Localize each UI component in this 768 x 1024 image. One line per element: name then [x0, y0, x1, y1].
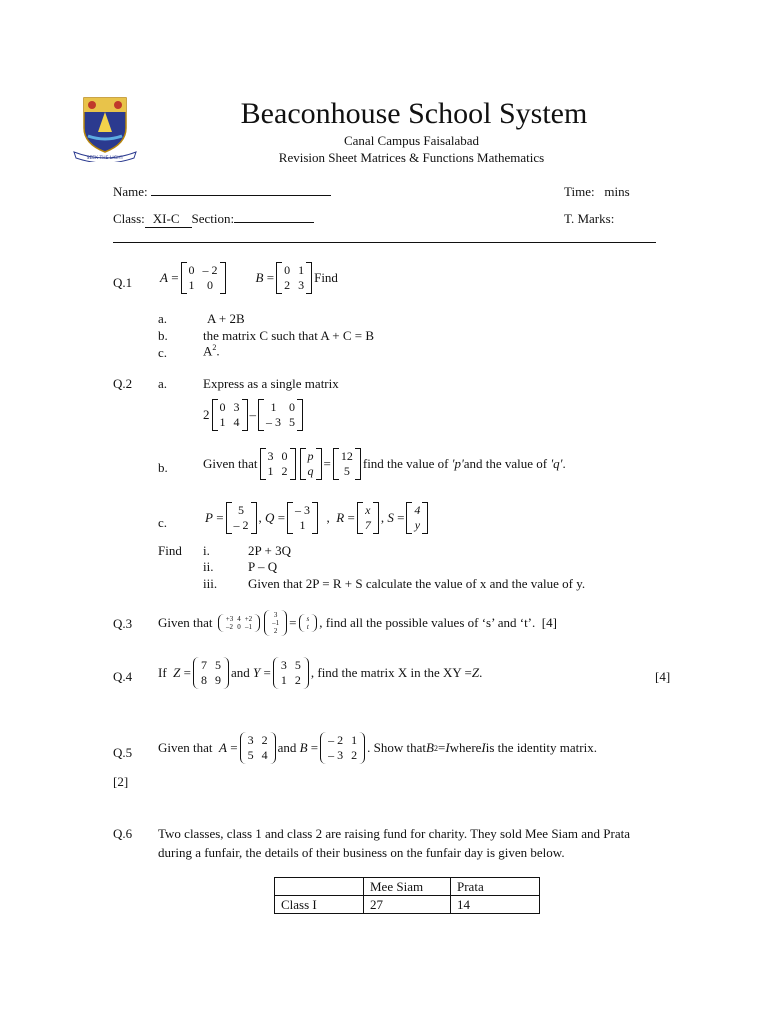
name-label: Name: — [113, 184, 148, 199]
q2a-expression: 2 0 3 1 4 – 1 0 – 3 5 — [203, 399, 305, 431]
q3-matrix-3: s t — [299, 614, 318, 632]
q2b-matrix-3: 12 5 — [333, 448, 361, 480]
q2-i-label: i. — [203, 543, 210, 558]
table-header-cell — [275, 878, 364, 896]
table-row — [275, 896, 540, 914]
q4-matrix-y: 3 5 1 2 — [273, 657, 309, 689]
q1-find: Find — [314, 270, 338, 285]
q1b-label: b. — [158, 328, 168, 343]
q3-marks: [4] — [541, 615, 557, 630]
q2c-matrix-q: – 3 1 — [287, 502, 318, 534]
table-header-cell: Prata — [451, 878, 540, 896]
table-cell: 27 — [364, 896, 451, 914]
q2a-matrix-1: 0 3 1 4 — [212, 399, 248, 431]
q2-ii-text: P – Q — [248, 559, 278, 574]
q2b-matrix-2: p q — [300, 448, 322, 480]
q2-i-text: 2P + 3Q — [248, 543, 291, 558]
q6-line-1: Two classes, class 1 and class 2 are raising fund for charity. They sold Mee Siam and Prata — [158, 826, 631, 841]
q6-number: Q.6 — [113, 826, 133, 841]
q3-statement: Given that +3 4 +2 –2 0 –1 3 –1 2 = s t , find all the possible values of ‘s’ and ‘t’. [4] — [158, 611, 557, 635]
name-line — [113, 184, 331, 200]
q1-matrix-a: 0 – 2 1 0 — [181, 262, 226, 294]
q3-matrix-2: 3 –1 2 — [264, 610, 287, 636]
divider — [113, 242, 656, 243]
name-blank — [151, 195, 331, 196]
business-table — [274, 877, 540, 914]
q6-line-2: during a funfair, the details of their business on the funfair day is given below. — [158, 845, 565, 860]
table-cell: Class I — [275, 896, 364, 914]
q2b-label: b. — [158, 460, 168, 475]
q2-find-label: Find — [158, 543, 182, 558]
q1-number: Q.1 — [113, 275, 133, 290]
class-value: XI-C — [145, 211, 192, 228]
q1a-label: a. — [158, 311, 168, 326]
q2b-statement: Given that 3 0 1 2 p q = 12 5 find the value of 'p' and the value of 'q' . — [203, 449, 566, 478]
q5-matrix-a: 3 2 5 4 — [240, 732, 276, 764]
logo-motto: SEEK THE LIGHT — [86, 156, 124, 161]
q2c-label: c. — [158, 515, 168, 530]
time-unit: mins — [604, 184, 630, 199]
q2c-matrix-p: 5 – 2 — [226, 502, 257, 534]
time-label: Time: — [564, 184, 595, 199]
sheet-title: Revision Sheet Matrices & Functions Mathematics — [278, 150, 545, 165]
class-label: Class: — [113, 211, 145, 226]
q1-matrix-b: 0 1 2 3 — [276, 262, 312, 294]
q2-number: Q.2 — [113, 376, 133, 391]
q2c-matrices: P = 5 – 2 , Q = – 3 1 , R = x 7 , S = 4 y — [205, 502, 430, 534]
q2b-matrix-1: 3 0 1 2 — [260, 448, 296, 480]
q2-iii-text: Given that 2P = R + S calculate the value of x and the value of y. — [248, 576, 586, 591]
q1-statement: A = 0 – 2 1 0 B = 0 1 2 3 Find — [160, 263, 338, 292]
q2-iii-label: iii. — [203, 576, 218, 591]
section-blank — [234, 222, 314, 223]
q1b-text: the matrix C such that A + C = B — [203, 328, 375, 343]
q4-statement: If Z = 7 5 8 9 and Y = 3 5 1 2 , find the matrix X in the XY = Z . — [158, 658, 483, 687]
q2c-matrix-r: x 7 — [357, 502, 379, 534]
section-label: Section: — [191, 211, 235, 226]
q3-number: Q.3 — [113, 616, 133, 631]
q5-matrix-b: – 2 1 – 3 2 — [320, 732, 365, 764]
q4-matrix-z: 7 5 8 9 — [193, 657, 229, 689]
class-line — [113, 211, 314, 228]
q2a-label: a. — [158, 376, 168, 391]
campus-name: Canal Campus Faisalabad — [343, 133, 480, 148]
q5-number: Q.5 — [113, 745, 133, 760]
q1c-label: c. — [158, 345, 168, 360]
table-header-row — [275, 878, 540, 896]
q4-number: Q.4 — [113, 669, 133, 684]
q2-ii-label: ii. — [203, 559, 214, 574]
q5-marks: [2] — [113, 774, 129, 789]
q4-marks: [4] — [655, 669, 671, 684]
q2a-text: Express as a single matrix — [203, 376, 339, 391]
marks-label: T. Marks: — [564, 211, 615, 226]
school-title: Beaconhouse School System — [240, 97, 588, 130]
time-line — [564, 184, 630, 200]
q1a-text: A + 2B — [207, 311, 245, 326]
q2a-matrix-2: 1 0 – 3 5 — [258, 399, 303, 431]
q1c-text: $A^2$. — [203, 343, 220, 359]
q3-matrix-1: +3 4 +2 –2 0 –1 — [218, 614, 260, 632]
q5-statement: Given that A = 3 2 5 4 and B = – 2 1 – 3 2 . Show that B 2 = I where I is the identity matrix. — [158, 733, 597, 762]
q2c-matrix-s: 4 y — [406, 502, 428, 534]
table-cell: 14 — [451, 896, 540, 914]
table-header-cell: Mee Siam — [364, 878, 451, 896]
